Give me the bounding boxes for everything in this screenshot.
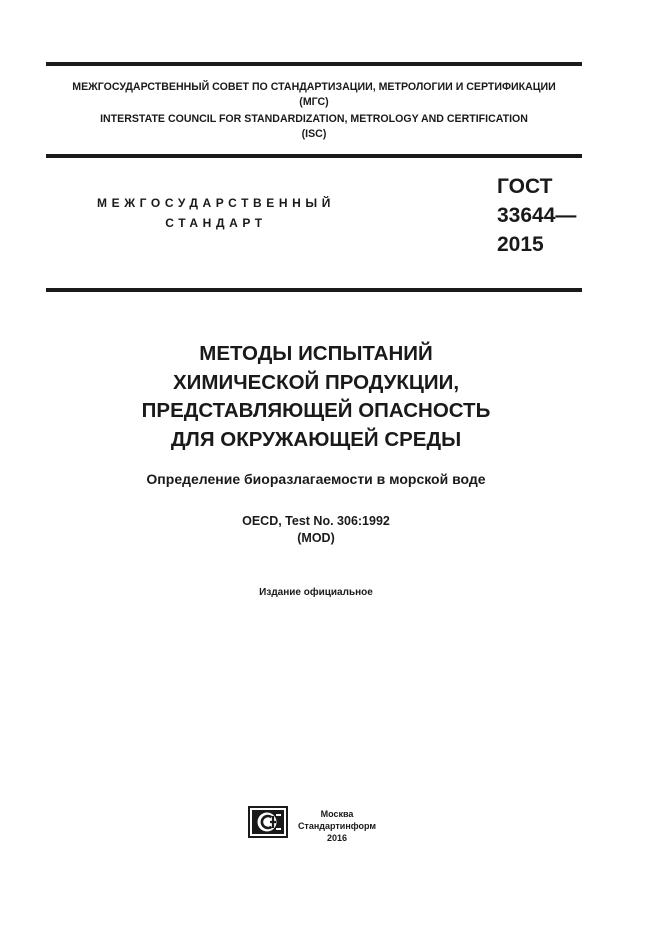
council-ru-abbr: (МГС) xyxy=(299,96,329,108)
reference-source: OECD, Test No. 306:1992 xyxy=(242,514,390,528)
imprint-city: Москва xyxy=(320,809,354,819)
standartinform-logo-icon xyxy=(248,806,288,838)
imprint-publisher: Стандартинформ xyxy=(297,821,377,831)
document-title xyxy=(46,340,586,454)
document-subtitle: Определение биоразлагаемости в морской воде xyxy=(146,471,486,487)
council-en-name: INTERSTATE COUNCIL FOR STANDARDIZATION, METROLOGY AND CERTIFICATION xyxy=(100,113,528,125)
imprint xyxy=(288,808,386,844)
council-ru-name: МЕЖГОСУДАРСТВЕННЫЙ СОВЕТ ПО СТАНДАРТИЗАЦИИ, МЕТРОЛОГИИ И СЕРТИФИКАЦИИ xyxy=(72,81,556,93)
designation-prefix: ГОСТ xyxy=(497,175,553,198)
title-line-1: МЕТОДЫ ИСПЫТАНИЙ xyxy=(199,342,433,365)
reference-mode: (MOD) xyxy=(297,531,335,545)
standard-kind xyxy=(46,193,386,233)
reference-standard xyxy=(46,513,586,547)
title-line-2: ХИМИЧЕСКОЙ ПРОДУКЦИИ, xyxy=(172,370,460,394)
council-name-ru xyxy=(46,80,582,110)
top-divider xyxy=(46,62,582,66)
title-line-3: ПРЕДСТАВЛЯЮЩЕЙ ОПАСНОСТЬ xyxy=(141,399,491,422)
council-name-en xyxy=(46,112,582,142)
standard-kind-line2: СТАНДАРТ xyxy=(165,216,267,230)
designation-number: 33644— xyxy=(497,204,577,227)
middle-divider xyxy=(46,154,582,158)
council-en-abbr: (ISC) xyxy=(301,128,327,140)
edition-note: Издание официальное xyxy=(259,587,373,598)
imprint-year: 2016 xyxy=(326,833,348,843)
title-line-4: ДЛЯ ОКРУЖАЮЩЕЙ СРЕДЫ xyxy=(170,427,462,451)
standard-kind-line1: МЕЖГОСУДАРСТВЕННЫЙ xyxy=(97,196,335,210)
lower-divider xyxy=(46,288,582,292)
designation-year: 2015 xyxy=(497,233,544,256)
standard-designation xyxy=(497,172,576,259)
